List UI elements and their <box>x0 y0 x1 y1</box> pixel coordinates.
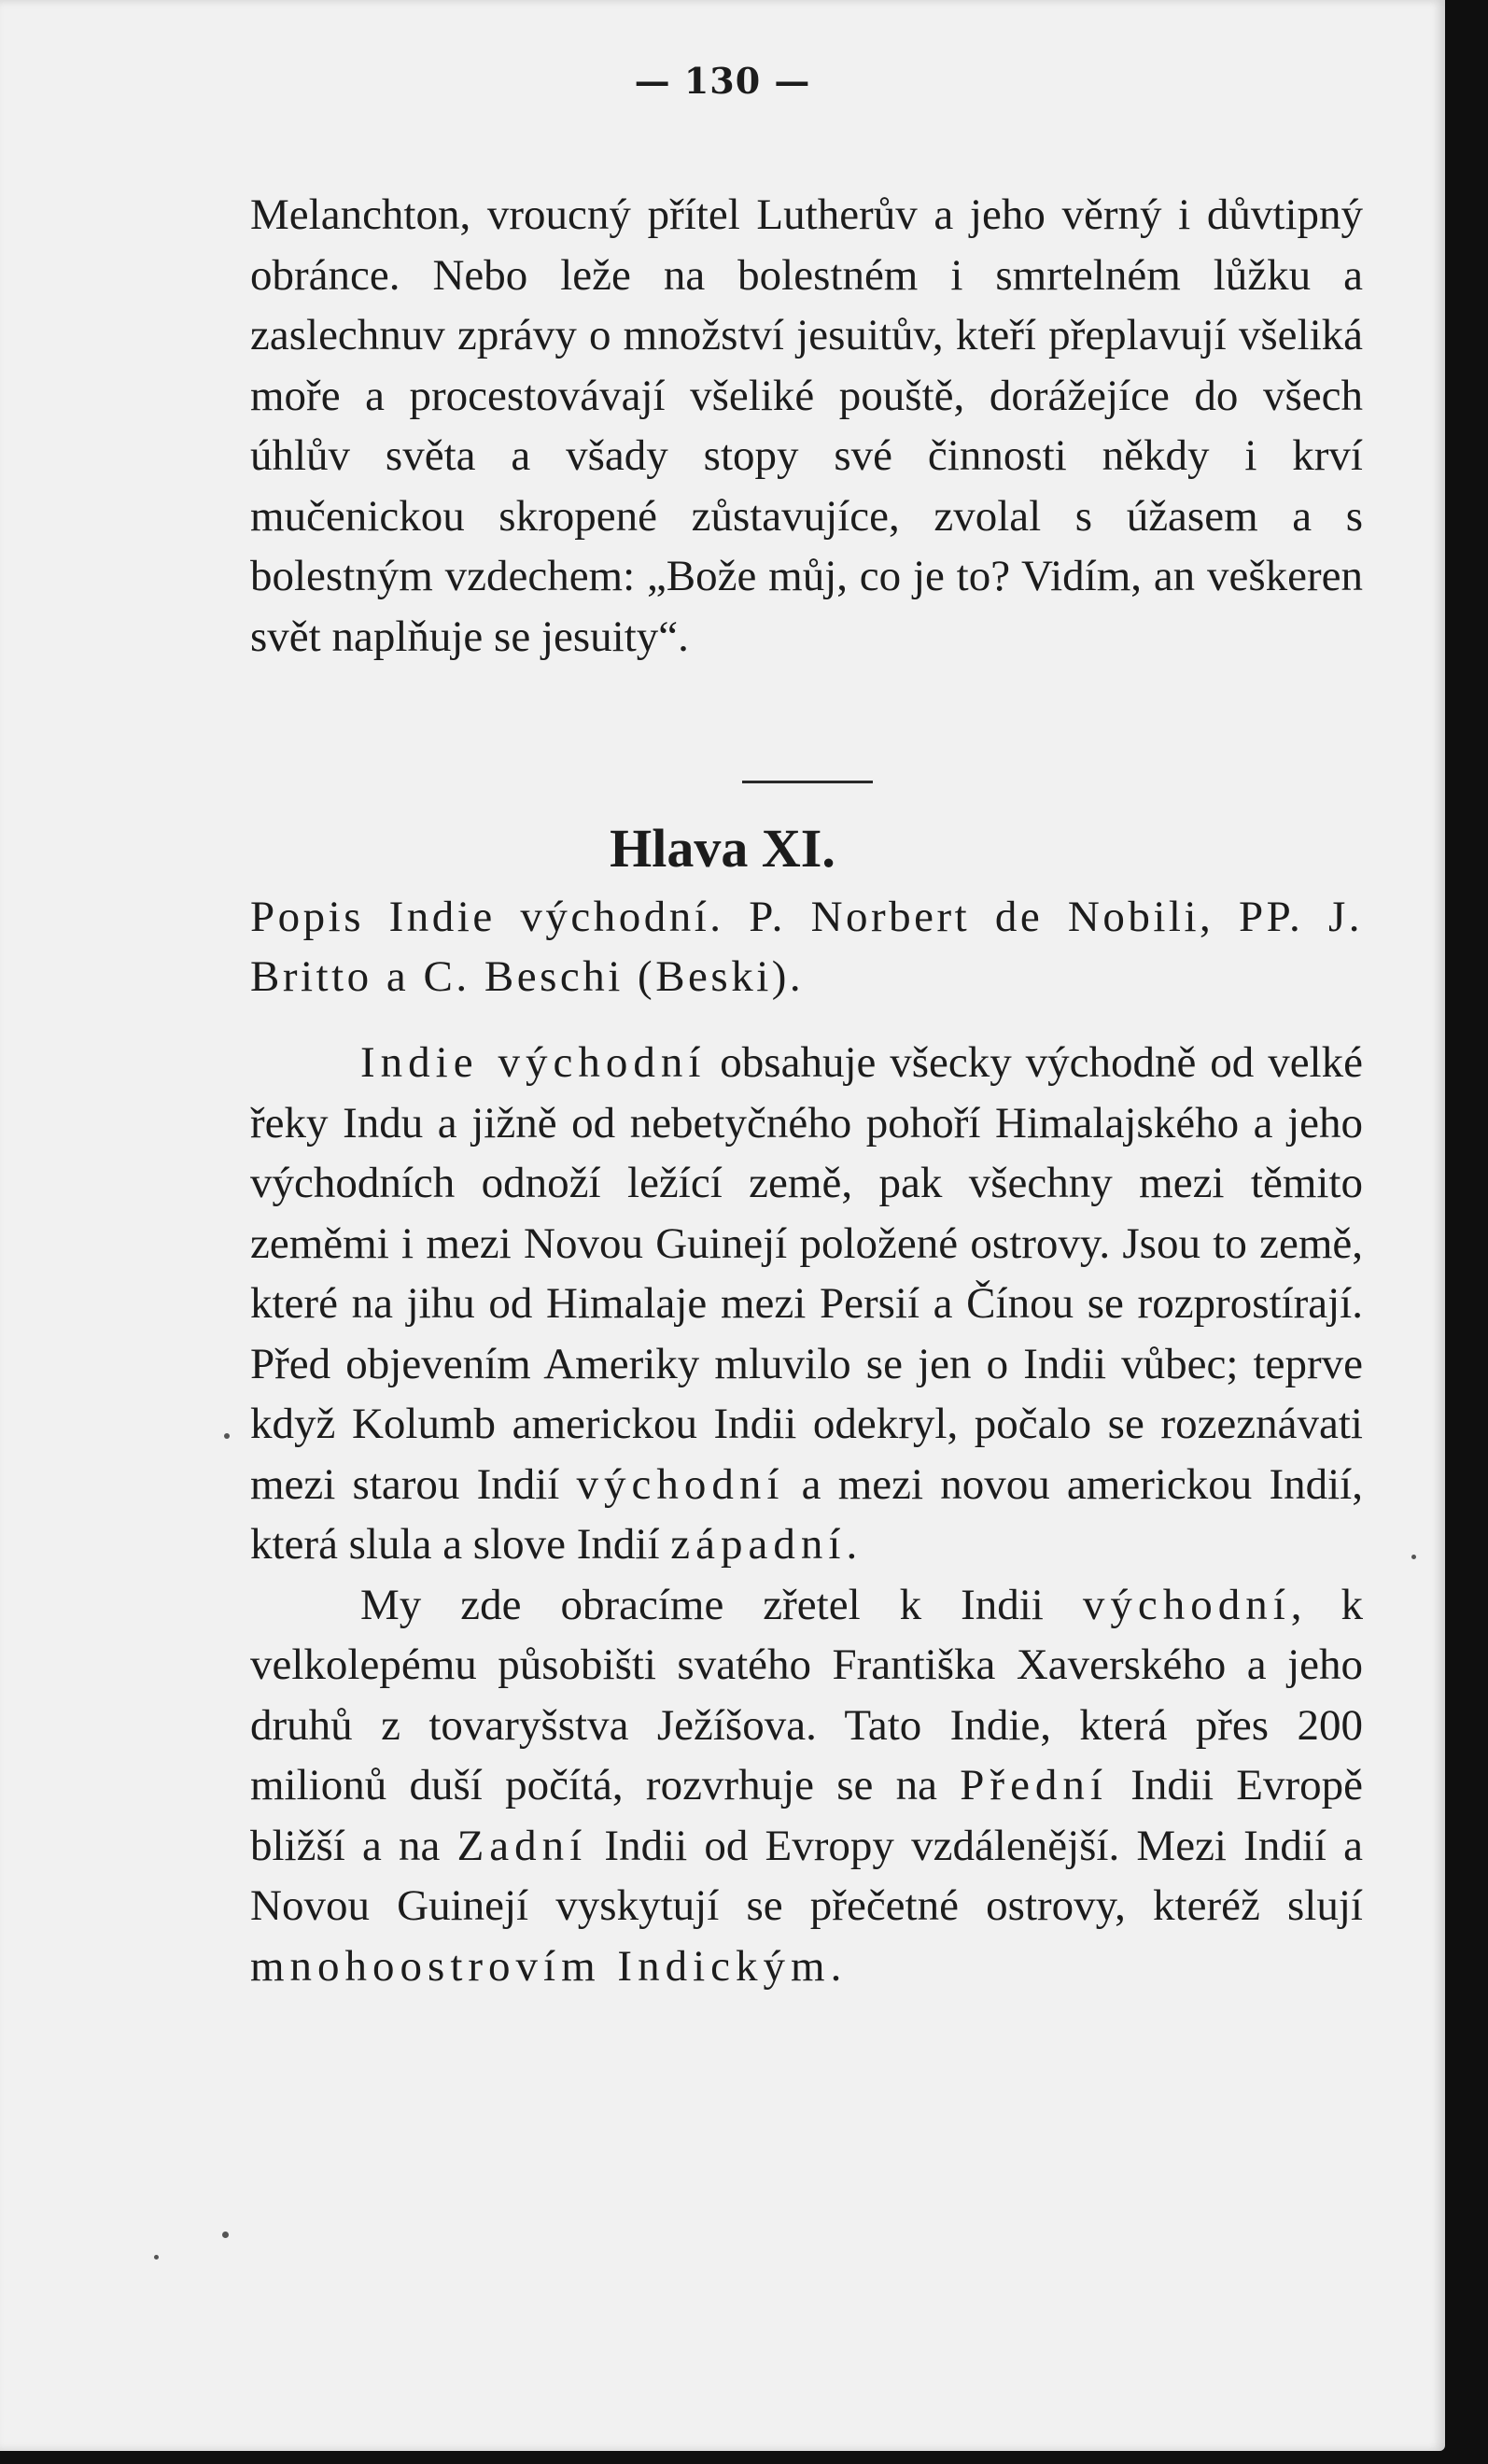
paragraph-text: . <box>846 1520 858 1569</box>
section-divider <box>742 781 873 783</box>
scan-speck <box>154 2255 159 2260</box>
chapter-subtitle: Popis Indie východní. P. Norbert de Nobili, PP. J. Britto a C. Beschi (Beski). <box>250 893 1363 1001</box>
emphasis-text: Indie východní <box>360 1038 707 1087</box>
paragraph-text: Indii od Evropy vzdálenější. Mezi Indií a Novou Guinejí vyskytují se přečetné ostrovy, kteréž slují <box>250 1821 1363 1930</box>
page-number: — 130 — <box>634 60 811 102</box>
paragraph-text: obsahuje všecky východně od velké řeky Indu a jižně od nebetyčného pohoří Himalajského a jeho východních odnoží ležící země, pak všechny mezi těmito zeměmi i mezi Novou Guinejí položené ostrovy. Jsou to země, které na jihu od Himalaje mezi Persií a Čínou se rozprostírají. Před objevením Ameriky mluvilo se jen o Indii vůbec; teprve když Kolumb americkou Indii odekryl, počalo se rozeznávati mezi starou Indií <box>250 1038 1363 1509</box>
emphasis-text: mnohoostrovím Indickým <box>250 1941 831 1991</box>
emphasis-text: Přední <box>960 1761 1108 1809</box>
paragraph-east-india <box>250 1575 1363 1997</box>
paragraph-india-description <box>250 1033 1363 1575</box>
emphasis-text: Zadní <box>456 1821 588 1870</box>
scan-speck <box>224 1433 230 1439</box>
scan-border-bottom <box>0 2451 1488 2464</box>
paragraph-text: Melanchton, vroucný přítel Lutherův a jeho věrný i důvtipný obránce. Nebo leže na bolestném i smrtelném lůžku a zaslechnuv zprávy o množství jesuitův, kteří přeplavují všeliká moře a procestovávají všeliké pouště, dorážejíce do všech úhlův světa a všady stopy své činnosti někdy i krví mučenickou skropené zůstavujíce, zvolal s úžasem a s bolestným vzdechem: „Bože můj, co je to? Vidím, an veškeren svět naplňuje se jesuity“. <box>250 190 1363 661</box>
chapter-title: Hlava XI. <box>610 818 835 879</box>
chapter-body <box>250 1033 1363 1996</box>
paragraph-text: , k velkolepému působišti svatého Františka Xaverského a jeho druhů z tovaryšstva Ježíšova. Tato Indie, která přes 200 milionů duší počítá, rozvrhuje se na <box>250 1580 1364 1809</box>
paragraph-text: My zde obracíme zřetel k Indii <box>360 1580 1083 1629</box>
scan-speck <box>1411 1555 1416 1559</box>
emphasis-text: západní <box>670 1520 847 1569</box>
scan-speck <box>222 2232 229 2238</box>
paragraph-text: a mezi novou americkou Indií, která slula a slove Indií <box>250 1459 1363 1569</box>
scan-border-right <box>1445 0 1488 2464</box>
paragraph-text: Indii Evropě bližší a na <box>250 1761 1363 1870</box>
emphasis-text: východní <box>1082 1580 1291 1629</box>
paragraph-text: . <box>830 1941 842 1991</box>
continued-paragraph <box>250 185 1363 667</box>
emphasis-text: východní <box>576 1459 785 1509</box>
